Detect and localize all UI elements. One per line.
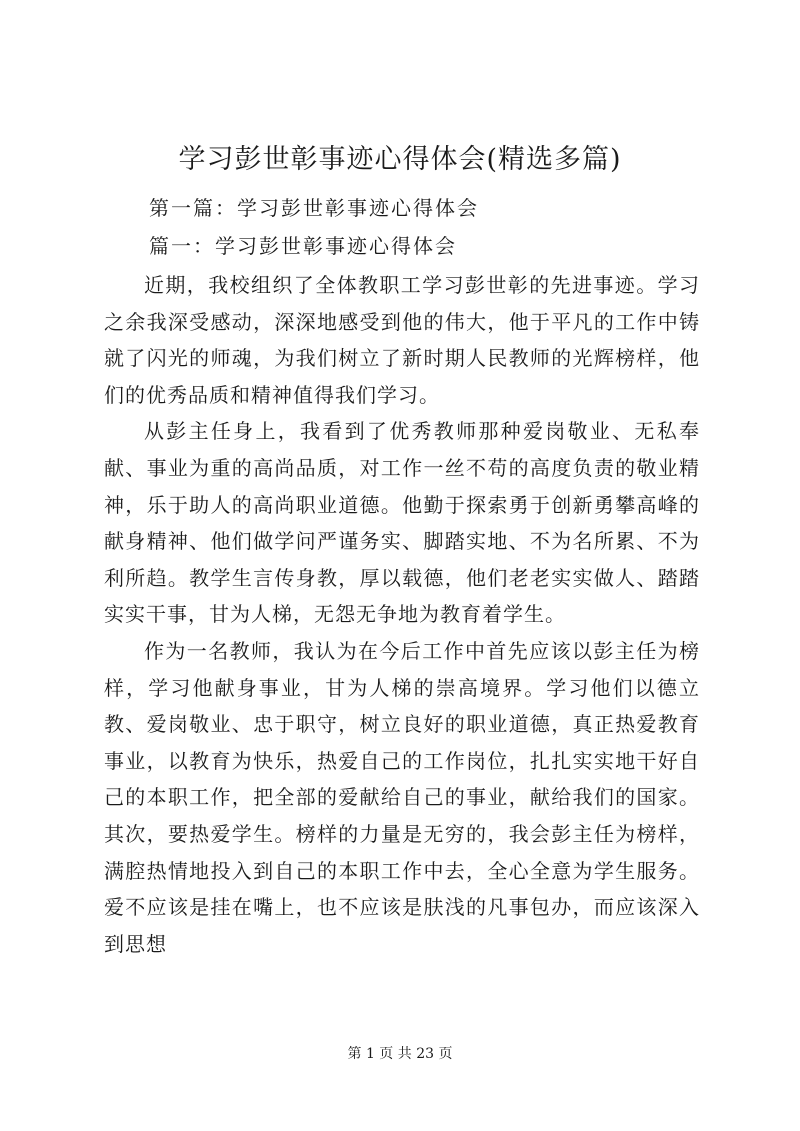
document-body bbox=[104, 267, 700, 962]
page-number: 第 1 页 共 23 页 bbox=[347, 1046, 453, 1062]
paragraph: 从彭主任身上，我看到了优秀教师那种爱岗敬业、无私奉献、事业为重的高尚品质，对工作一丝不苟的高度负责的敬业精神，乐于助人的高尚职业道德。他勤于探索勇于创新勇攀高峰的献身精神、他们做学问严谨务实、脚踏实地、不为名所累、不为利所趋。教学生言传身教，厚以载德，他们老老实实做人、踏踏实实干事，甘为人梯，无怨无争地为教育着学生。 bbox=[104, 419, 700, 627]
sub-heading: 篇一：学习彭世彰事迹心得体会 bbox=[149, 234, 457, 258]
paragraph: 作为一名教师，我认为在今后工作中首先应该以彭主任为榜样，学习他献身事业，甘为人梯的崇高境界。学习他们以德立教、爱岗敬业、忠于职守，树立良好的职业道德，真正热爱教育事业，以教育为快乐，热爱自己的工作岗位，扎扎实实地干好自己的本职工作，把全部的爱献给自己的事业，献给我们的国家。其次，要热爱学生。榜样的力量是无穷的，我会彭主任为榜样，满腔热情地投入到自己的本职工作中去，全心全意为学生服务。爱不应该是挂在嘴上，也不应该是肤浅的凡事包办，而应该深入到思想 bbox=[104, 638, 700, 956]
document-title: 学习彭世彰事迹心得体会(精选多篇) bbox=[178, 144, 622, 175]
section-heading: 第一篇：学习彭世彰事迹心得体会 bbox=[149, 196, 479, 220]
paragraph: 近期，我校组织了全体教职工学习彭世彰的先进事迹。学习之余我深受感动，深深地感受到他的伟大，他于平凡的工作中铸就了闪光的师魂，为我们树立了新时期人民教师的光辉榜样，他们的优秀品质和精神值得我们学习。 bbox=[104, 273, 700, 407]
